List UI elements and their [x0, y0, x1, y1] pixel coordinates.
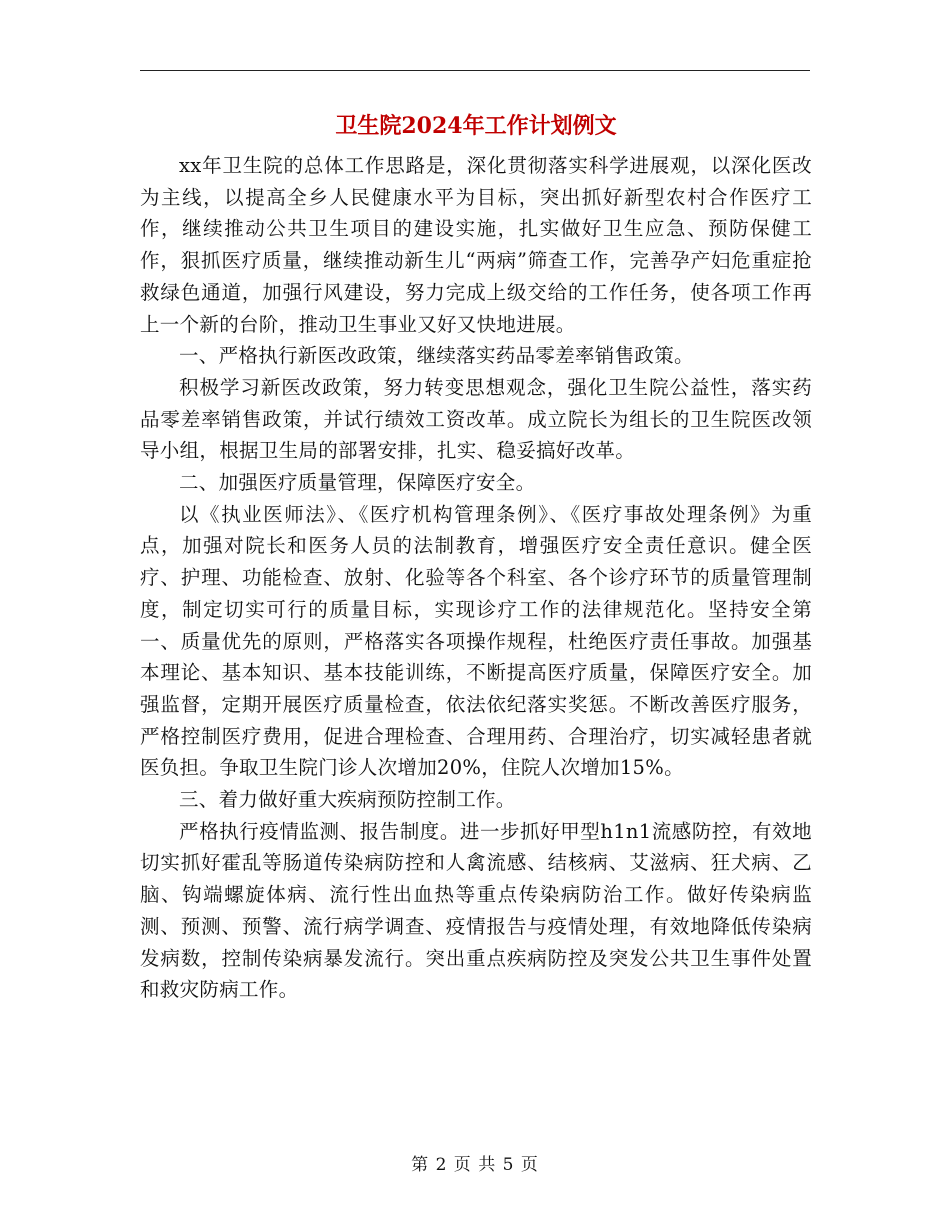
page-footer: 第 2 页 共 5 页 [411, 1155, 539, 1175]
section-heading-3: 三、着力做好重大疾病预防控制工作。 [179, 788, 516, 812]
content-blocks [140, 150, 812, 1006]
section-heading-1: 一、严格执行新医改政策，继续落实药品零差率销售政策。 [179, 344, 694, 368]
intro-paragraph: xx年卫生院的总体工作思路是，深化贯彻落实科学进展观，以深化医改为主线，以提高全乡人民健康水平为目标，突出抓好新型农村合作医疗工作，继续推动公共卫生项目的建设实施，扎实做好卫生应急、预防保健工作，狠抓医疗质量，继续推动新生儿“两病”筛查工作，完善孕产妇危重症抢救绿色通道，加强行风建设，努力完成上级交给的工作任务，使各项工作再上一个新的台阶，推动卫生事业又好又快地进展。 [140, 154, 812, 336]
document-title: 卫生院2024年工作计划例文 [335, 113, 617, 139]
section-paragraph-3: 严格执行疫情监测、报告制度。进一步抓好甲型h1n1流感防控，有效地切实抓好霍乱等肠道传染病防控和人禽流感、结核病、艾滋病、狂犬病、乙脑、钩端螺旋体病、流行性出血热等重点传染病防治工作。做好传染病监测、预测、预警、流行病学调查、疫情报告与疫情处理，有效地降低传染病发病数，控制传染病暴发流行。突出重点疾病防控及突发公共卫生事件处置和救灾防病工作。 [140, 819, 812, 1002]
section-heading-2: 二、加强医疗质量管理，保障医疗安全。 [179, 471, 536, 495]
document-body [140, 104, 812, 1006]
section-paragraph-2: 以《执业医师法》、《医疗机构管理条例》、《医疗事故处理条例》为重点，加强对院长和医务人员的法制教育，增强医疗安全责任意识。健全医疗、护理、功能检查、放射、化验等各个科室、各个诊疗环节的质量管理制度，制定切实可行的质量目标，实现诊疗工作的法律规范化。坚持安全第一、质量优先的原则，严格落实各项操作规程，杜绝医疗责任事故。加强基本理论、基本知识、基本技能训练，不断提高医疗质量，保障医疗安全。加强监督，定期开展医疗质量检查，依法依纪落实奖惩。不断改善医疗服务，严格控制医疗费用，促进合理检查、合理用药、合理治疗，切实减轻患者就医负担。争取卫生院门诊人次增加20%，住院人次增加15%。 [140, 502, 812, 780]
header-rule [140, 70, 810, 71]
section-paragraph-1: 积极学习新医改政策，努力转变思想观念，强化卫生院公益性，落实药品零差率销售政策，并试行绩效工资改革。成立院长为组长的卫生院医改领导小组，根据卫生局的部署安排，扎实、稳妥搞好改革。 [140, 375, 812, 463]
